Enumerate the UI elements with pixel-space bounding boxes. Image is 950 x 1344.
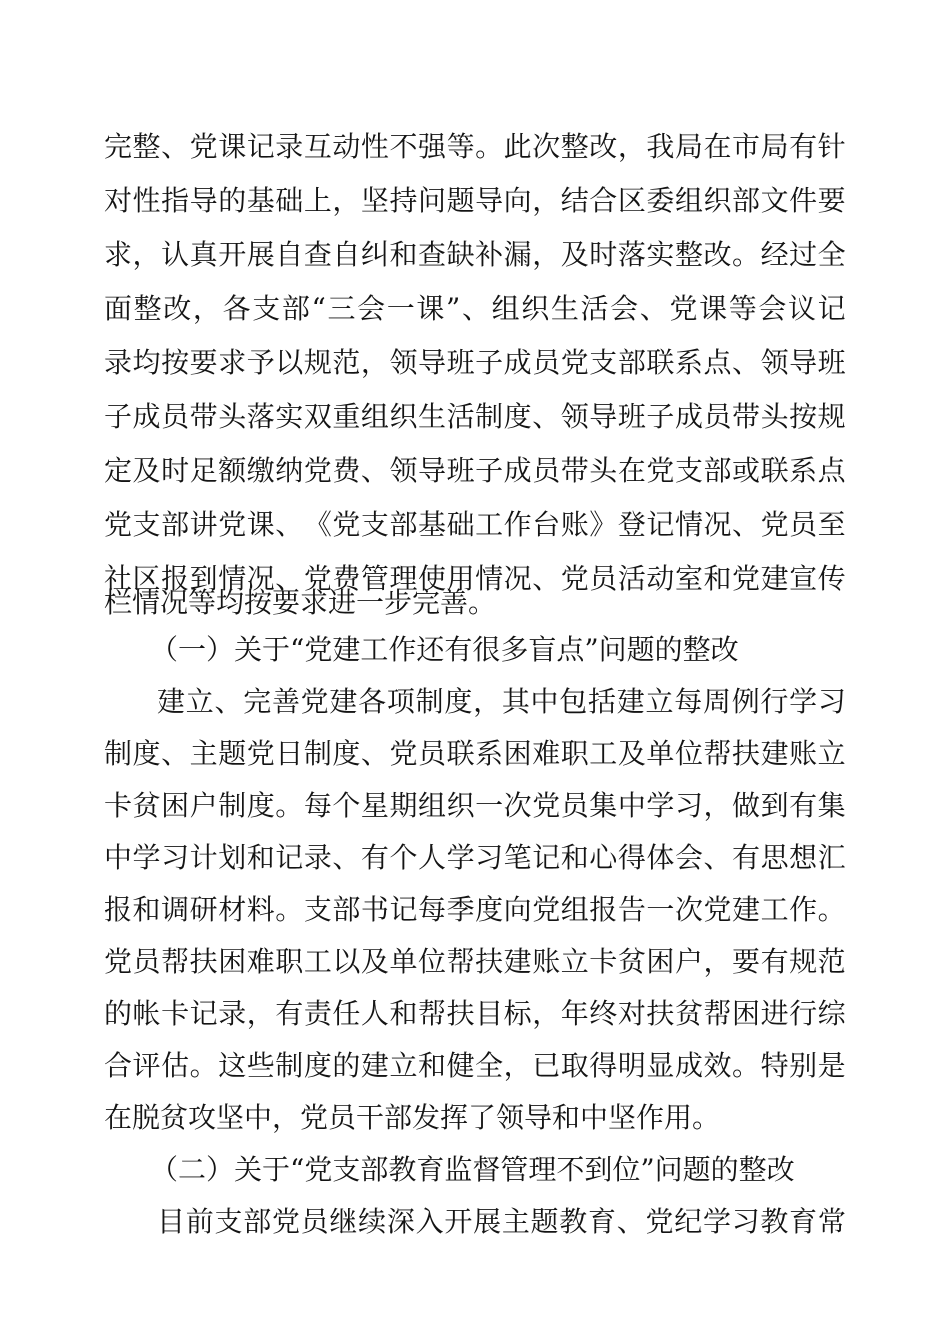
- text-line: 目 前 支 部 党 员 继 续 深 入 开 展 主 题 教 育 、 党 纪 学 习 教 育 常: [157, 1205, 846, 1238]
- text-line: 报 和 调 研 材 料 。 支 部 书 记 每 季 度 向 党 组 报 告 一 次 党 建 工 作 。: [104, 893, 846, 926]
- text-line: 求 ， 认 真 开 展 自 查 自 纠 和 查 缺 补 漏 ， 及 时 落 实 整 改 。 经 过 全: [104, 238, 846, 271]
- text-line: 对 性 指 导 的 基 础 上 ， 坚 持 问 题 导 向 ， 结 合 区 委 组 织 部 文 件 要: [104, 184, 846, 217]
- text-line: 的 帐 卡 记 录 ， 有 责 任 人 和 帮 扶 目 标 ， 年 终 对 扶 贫 帮 困 进 行 综: [104, 997, 846, 1030]
- text-line: 党 支 部 讲 党 课 、 《 党 支 部 基 础 工 作 台 账 》 登 记 情 况 、 党 员 至: [104, 508, 846, 541]
- text-line: 卡 贫 困 户 制 度 。 每 个 星 期 组 织 一 次 党 员 集 中 学 习 ， 做 到 有 集: [104, 789, 846, 822]
- text-line: 完 整 、 党 课 记 录 互 动 性 不 强 等 。 此 次 整 改 ， 我 局 在 市 局 有 针: [104, 130, 846, 163]
- text-line: 栏情况等均按要求进一步完善。: [104, 586, 497, 619]
- text-line: 子 成 员 带 头 落 实 双 重 组 织 生 活 制 度 、 领 导 班 子 成 员 带 头 按 规: [104, 400, 846, 433]
- text-line: 制 度 、 主 题 党 日 制 度 、 党 员 联 系 困 难 职 工 及 单 位 帮 扶 建 账 立: [104, 737, 846, 770]
- text-line: 党 员 帮 扶 困 难 职 工 以 及 单 位 帮 扶 建 账 立 卡 贫 困 户 ， 要 有 规 范: [104, 945, 846, 978]
- text-line: 面 整 改 ， 各 支 部 “ 三 会 一 课 ” 、 组 织 生 活 会 、 党 课 等 会 议 记: [104, 292, 846, 325]
- text-line: 中 学 习 计 划 和 记 录 、 有 个 人 学 习 笔 记 和 心 得 体 会 、 有 思 想 汇: [104, 841, 846, 874]
- text-line: 定 及 时 足 额 缴 纳 党 费 、 领 导 班 子 成 员 带 头 在 党 支 部 或 联 系 点: [104, 454, 846, 487]
- section-heading: （二）关于“党支部教育监督管理不到位”问题的整改: [150, 1153, 795, 1186]
- text-line: 在脱贫攻坚中，党员干部发挥了领导和中坚作用。: [104, 1101, 721, 1134]
- text-line: 录 均 按 要 求 予 以 规 范 ， 领 导 班 子 成 员 党 支 部 联 系 点 、 领 导 班: [104, 346, 846, 379]
- text-line: 建 立 、 完 善 党 建 各 项 制 度 ， 其 中 包 括 建 立 每 周 例 行 学 习: [157, 685, 846, 718]
- text-line: 合 评 估 。 这 些 制 度 的 建 立 和 健 全 ， 已 取 得 明 显 成 效 。 特 别 是: [104, 1049, 846, 1082]
- section-heading: （一）关于“党建工作还有很多盲点”问题的整改: [150, 633, 739, 666]
- text-line: 社 区 报 到 情 况 、 党 费 管 理 使 用 情 况 、 党 员 活 动 室 和 党 建 宣 传: [104, 562, 846, 595]
